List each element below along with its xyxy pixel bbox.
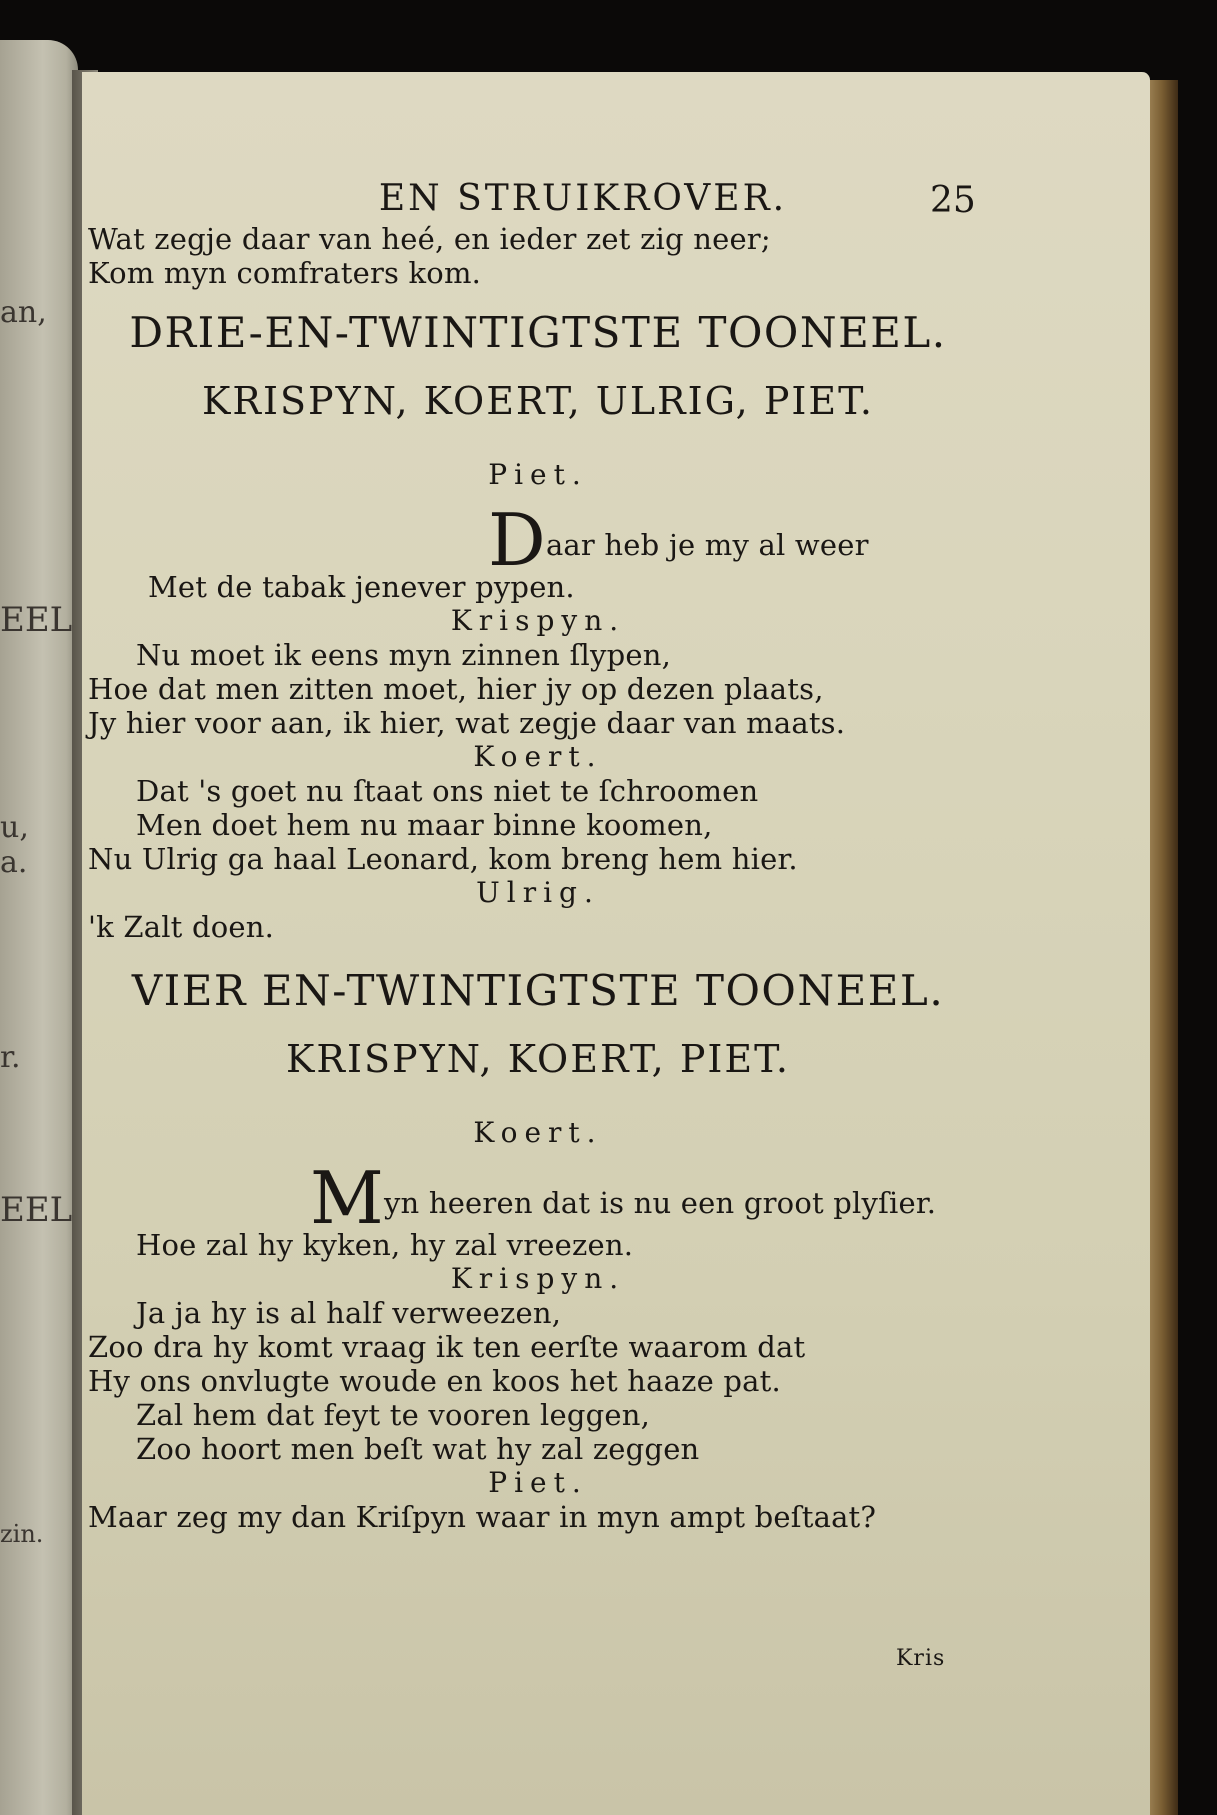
verse-line: 'k Zalt doen. — [88, 910, 275, 944]
verse-line: Zoo hoort men beſt wat hy zal zeggen — [136, 1432, 700, 1466]
verse-line: Ja ja hy is al half verweezen, — [136, 1296, 562, 1330]
verse-line-dropcap — [88, 498, 988, 582]
facing-page-fragment: EEL — [0, 1190, 73, 1230]
speaker-name: Piet. — [488, 1466, 588, 1499]
facing-page-fragment: u, — [0, 810, 29, 845]
verse-line-dropcap — [88, 1156, 988, 1240]
facing-page-fragment: EEL — [0, 600, 73, 640]
page-content — [88, 178, 988, 1534]
verse-line: Men doet hem nu maar binne koomen, — [136, 808, 713, 842]
running-head: EN STRUIKROVER. — [378, 178, 788, 219]
verse-line: Zoo dra hy komt vraag ik ten eerſte waarom dat — [88, 1330, 806, 1364]
facing-page-fragment: a. — [0, 845, 28, 880]
speaker-name: Piet. — [488, 458, 588, 491]
verse-line: Met de tabak jenever pypen. — [148, 570, 575, 604]
verse-line: Jy hier voor aan, ik hier, wat zegje daar van maats. — [88, 706, 846, 740]
verse-line: Kom myn comfraters kom. — [88, 256, 482, 290]
scene-title: DRIE-EN-TWINTIGTSTE TOONEEL. — [129, 308, 947, 357]
verse-line-text: yn heeren dat is nu een groot plyſier. — [383, 1186, 937, 1220]
verse-line: Maar zeg my dan Kriſpyn waar in myn ampt beſtaat? — [88, 1500, 877, 1534]
facing-page-fragment: an, — [0, 295, 47, 330]
verse-line: Hoe dat men zitten moet, hier jy op dezen plaats, — [88, 672, 824, 706]
facing-page-fragment: zin. — [0, 1520, 44, 1548]
scene-cast: KRISPYN, KOERT, ULRIG, PIET. — [202, 379, 874, 423]
scene-title: VIER EN-TWINTIGTSTE TOONEEL. — [131, 966, 945, 1015]
verse-line: Wat zegje daar van heé, en ieder zet zig neer; — [88, 222, 771, 256]
verse-line: Zal hem dat feyt te vooren leggen, — [136, 1398, 651, 1432]
drop-cap: M — [310, 1156, 384, 1240]
catchword: Kris — [896, 1646, 946, 1671]
facing-page-fragment: r. — [0, 1040, 21, 1075]
verse-line: Nu moet ik eens myn zinnen ſlypen, — [136, 638, 671, 672]
speaker-name: Krispyn. — [450, 604, 626, 637]
verse-line-text: aar heb je my al weer — [545, 528, 869, 562]
speaker-name: Koert. — [473, 740, 603, 773]
verse-line: Hoe zal hy kyken, hy zal vreezen. — [136, 1228, 634, 1262]
verse-line: Nu Ulrig ga haal Leonard, kom breng hem hier. — [88, 842, 798, 876]
scene-cast: KRISPYN, KOERT, PIET. — [286, 1037, 790, 1081]
page-number: 25 — [930, 180, 976, 221]
facing-page — [0, 40, 78, 1815]
verse-line: Dat 's goet nu ſtaat ons niet te ſchroomen — [136, 774, 759, 808]
speaker-name: Koert. — [473, 1116, 603, 1149]
verse-line: Hy ons onvlugte woude en koos het haaze pat. — [88, 1364, 781, 1398]
speaker-name: Ulrig. — [476, 876, 600, 909]
speaker-name: Krispyn. — [450, 1262, 626, 1295]
drop-cap: D — [488, 498, 546, 582]
